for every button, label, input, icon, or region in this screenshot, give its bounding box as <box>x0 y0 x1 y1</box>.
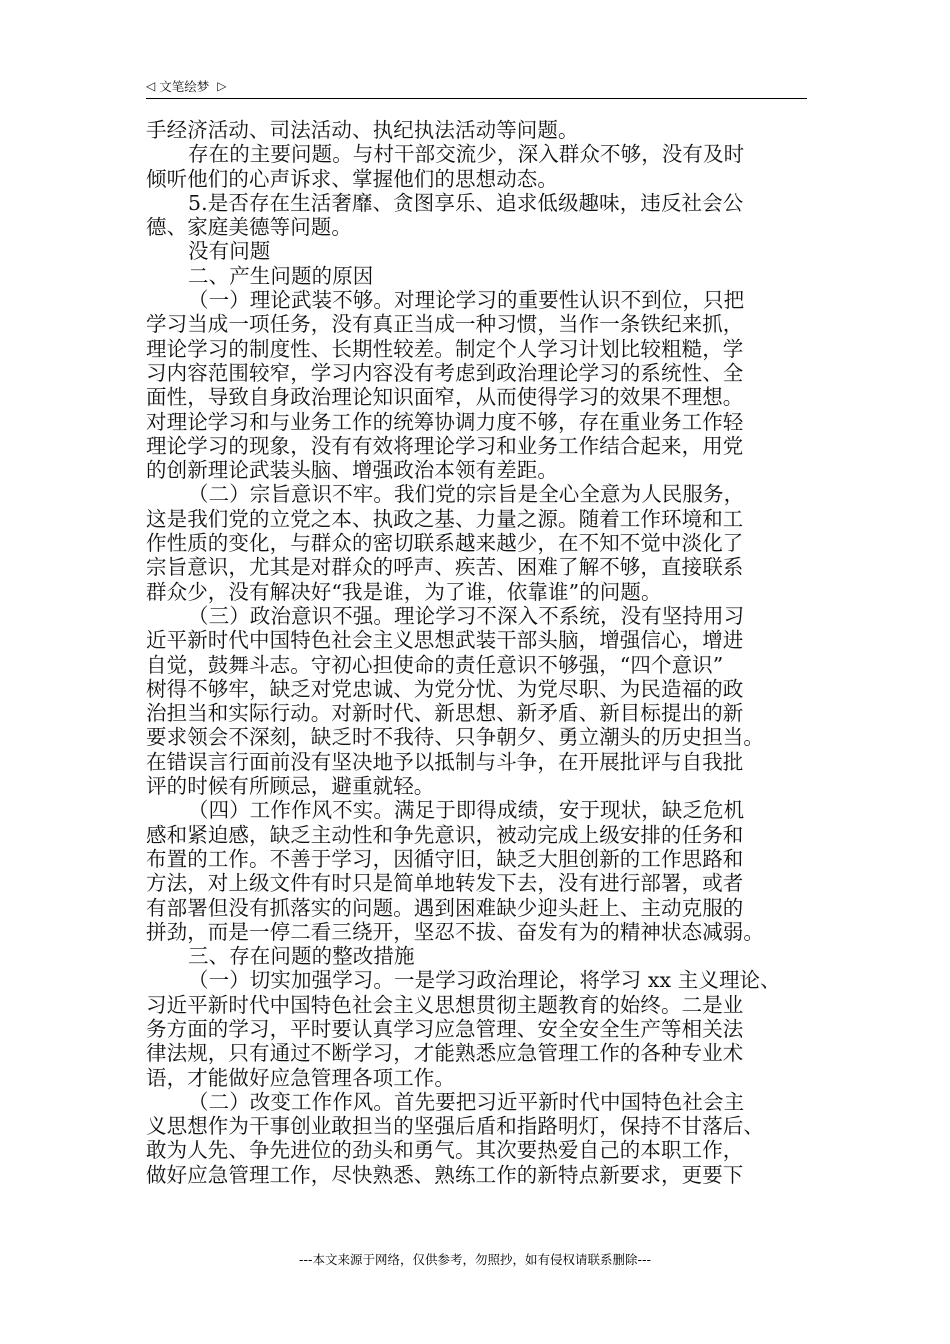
text-line: 没有问题 <box>188 239 271 264</box>
text-line: 习近平新时代中国特色社会主义思想贯彻主题教育的始终。二是业 <box>146 992 744 1017</box>
page-footer: ---本文来源于网络，仅供参考，勿照抄，如有侵权请联系删除--- <box>298 1252 652 1267</box>
text-line: 面性，导致自身政治理论知识面窄，从而使得学习的效果不理想。 <box>146 385 744 410</box>
text-line: 方法，对上级文件有时只是简单地转发下去，没有进行部署，或者 <box>146 871 744 896</box>
text-line: （四）工作作风不实。满足于即得成绩，安于现状，缺乏危机 <box>188 798 745 823</box>
text-line: 感和紧迫感，缺乏主动性和争先意识，被动完成上级安排的任务和 <box>146 822 744 847</box>
text-line: 二、产生问题的原因 <box>188 263 374 288</box>
right-triangle-icon: ▷ <box>217 79 227 93</box>
text-line: 学习当成一项任务，没有真正当成一种习惯，当作一条铁纪来抓， <box>146 312 744 337</box>
text-line: 评的时候有所顾忌，避重就轻。 <box>146 774 435 799</box>
text-line: 自觉，鼓舞斗志。守初心担使命的责任意识不够强，“四个意识” <box>146 652 724 677</box>
text-line: 在错误言行面前没有坚决地予以抵制与斗争，在开展批评与自我批 <box>146 749 744 774</box>
text-line: 德、家庭美德等问题。 <box>146 215 352 240</box>
text-line: 务方面的学习，平时要认真学习应急管理、安全安全生产等相关法 <box>146 1016 744 1041</box>
text-line: 义思想作为干事创业敢担当的坚强后盾和指路明灯，保持不甘落后、 <box>146 1114 764 1139</box>
text-line: 理论学习的现象，没有有效将理论学习和业务工作结合起来，用党 <box>146 433 744 458</box>
header-title: 文笔绘梦 <box>159 79 210 94</box>
text-line: 敢为人先、争先进位的劲头和勇气。其次要热爱自己的本职工作， <box>146 1138 744 1163</box>
text-line: 的创新理论武装头脑、增强政治本领有差距。 <box>146 458 558 483</box>
page-header <box>146 74 806 98</box>
text-line: 理论学习的制度性、长期性较差。制定个人学习计划比较粗糙，学 <box>146 336 744 361</box>
text-line: 近平新时代中国特色社会主义思想武装干部头脑，增强信心，增进 <box>146 628 744 653</box>
text-line: 对理论学习和与业务工作的统筹协调力度不够，存在重业务工作轻 <box>146 409 744 434</box>
left-triangle-icon: ◁ <box>146 79 156 93</box>
header-rule <box>146 98 807 99</box>
text-line: 树得不够牢，缺乏对党忠诚、为党分忧、为党尽职、为民造福的政 <box>146 676 744 701</box>
text-line: 作性质的变化，与群众的密切联系越来越少，在不知不觉中淡化了 <box>146 531 744 556</box>
text-line: 群众少，没有解决好“我是谁，为了谁，依靠谁”的问题。 <box>146 579 662 604</box>
text-line: 习内容范围较窄，学习内容没有考虑到政治理论学习的系统性、全 <box>146 360 744 385</box>
document-body <box>146 118 810 1187</box>
text-line: 有部署但没有抓落实的问题。遇到困难缺少迎头赶上、主动克服的 <box>146 895 744 920</box>
text-line: 存在的主要问题。与村干部交流少，深入群众不够，没有及时 <box>188 142 745 167</box>
text-line: 这是我们党的立党之本、执政之基、力量之源。随着工作环境和工 <box>146 506 744 531</box>
text-line: 做好应急管理工作，尽快熟悉、熟练工作的新特点新要求，更要下 <box>146 1162 744 1187</box>
text-line: 拼劲，而是一停二看三绕开，坚忍不拔、奋发有为的精神状态减弱。 <box>146 919 764 944</box>
text-line: 治担当和实际行动。对新时代、新思想、新矛盾、新目标提出的新 <box>146 701 744 726</box>
text-line: 三、存在问题的整改措施 <box>188 944 415 969</box>
text-line: （二）改变工作作风。首先要把习近平新时代中国特色社会主 <box>188 1089 745 1114</box>
text-line: 布置的工作。不善于学习，因循守旧，缺乏大胆创新的工作思路和 <box>146 846 744 871</box>
text-line: 要求领会不深刻，缺乏时不我待、只争朝夕、勇立潮头的历史担当。 <box>146 725 764 750</box>
text-line: 倾听他们的心声诉求、掌握他们的思想动态。 <box>146 166 558 191</box>
text-line: 语，才能做好应急管理各项工作。 <box>146 1065 455 1090</box>
text-line: 手经济活动、司法活动、执纪执法活动等问题。 <box>146 118 579 142</box>
text-line: 5.是否存在生活奢靡、贪图享乐、追求低级趣味，违反社会公 <box>188 190 744 215</box>
text-line: （三）政治意识不强。理论学习不深入不系统，没有坚持用习 <box>188 603 745 628</box>
text-line: 律法规，只有通过不断学习，才能熟悉应急管理工作的各种专业术 <box>146 1041 744 1066</box>
text-line: （一）理论武装不够。对理论学习的重要性认识不到位，只把 <box>188 288 745 313</box>
text-line: （一）切实加强学习。一是学习政治理论，将学习 xx 主义理论、 <box>188 968 781 993</box>
text-line: （二）宗旨意识不牢。我们党的宗旨是全心全意为人民服务， <box>188 482 745 507</box>
text-line: 宗旨意识，尤其是对群众的呼声、疾苦、困难了解不够，直接联系 <box>146 555 744 580</box>
